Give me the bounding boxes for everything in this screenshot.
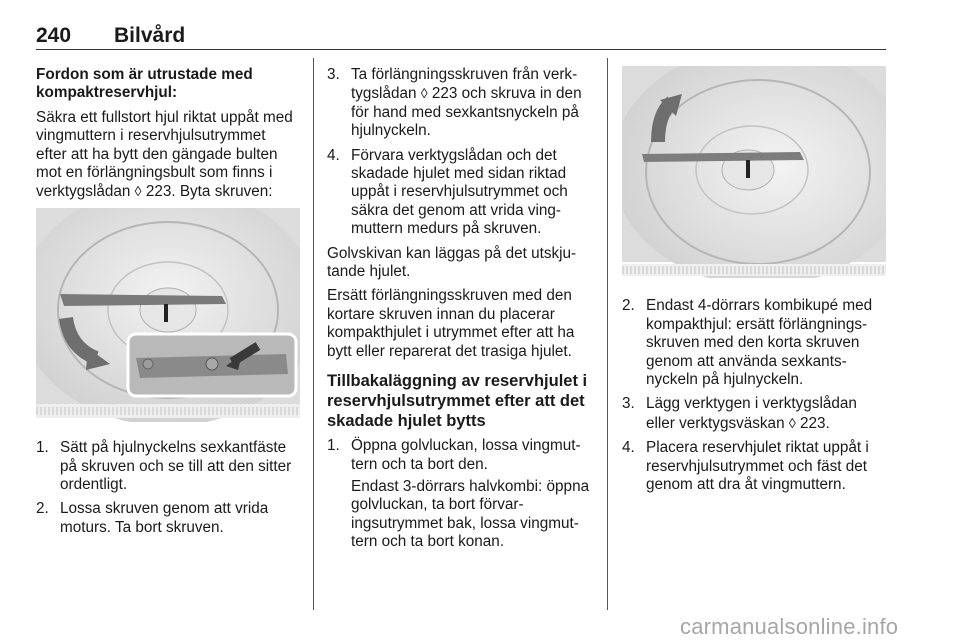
figure-install-bolt: [622, 66, 886, 283]
list-item: 1. Sätt på hjulnyckelns sexkantfäste på skruven och se till att den sitter ordentligt.: [36, 439, 292, 494]
cross-reference-icon: ◊: [134, 183, 142, 200]
page-header: [36, 22, 886, 52]
floor-panel-note: Golvskivan kan läggas på det utskju- tande hjulet.: [327, 244, 577, 281]
replace-bolt-note: Ersätt förlängningsskruven med den kortare skruven innan du placerar kompakthjulet i utrymmet efter att ha bytt eller reparerat det trasiga hjulet.: [327, 287, 575, 360]
column-2: [327, 66, 593, 558]
cross-reference-icon: ◊: [420, 85, 428, 102]
list-item: 4. Förvara verktygslådan och det skadade hjulet med sidan riktad uppåt i reservhjulsutrymmet och säkra det genom att vrida ving- muttern medurs på skruven.: [327, 146, 568, 238]
section-heading: Tillbakaläggning av reservhjulet i reservhjulsutrymmet efter att det skadade hjulet bytts: [327, 372, 588, 431]
cross-reference-icon: ◊: [788, 414, 796, 431]
illustration-spare-wheel-bolt: [36, 208, 300, 422]
header-rule: [36, 49, 886, 50]
section-title: Bilvård: [114, 24, 186, 47]
compact-spare-heading: Fordon som är utrustade med kompaktreservhjul:: [36, 66, 253, 102]
steps-list-1: [36, 439, 300, 537]
page-number: 240: [36, 24, 72, 47]
list-item: 1. Öppna golvluckan, lossa vingmut- tern och ta bort den. Endast 3-dörrars halvkombi: öppna golvluckan, ta bort förvar- ingsutrymmet bak, lossa vingmut- tern och ta bort konan.: [327, 437, 593, 551]
column-divider-2: [607, 58, 608, 610]
list-item: 3. Lägg verktygen i verktygslådan eller verktygsväskan ◊ 223.: [622, 395, 857, 432]
list-item: 2. Lossa skruven genom att vrida moturs. Ta bort skruven.: [36, 500, 269, 536]
list-item: 4. Placera reservhjulet riktat uppåt i reservhjulsutrymmet och fäst det genom att dra åt vingmuttern.: [622, 439, 869, 494]
steps-list-3: [327, 437, 593, 551]
footer-watermark: carmanualsonline.info: [680, 614, 899, 639]
column-3: [622, 66, 886, 500]
list-item: 3. Ta förlängningsskruven från verk- tygslådan ◊ 223 och skruva in den för hand med sexkantsnyckeln på hjulnyckeln.: [327, 66, 582, 140]
column-divider-1: [313, 58, 314, 610]
illustration-spare-wheel-bolt: [622, 66, 886, 278]
steps-list-2: [327, 66, 593, 239]
steps-list-4: [622, 297, 886, 494]
list-item: 2. Endast 4-dörrars kombikupé med kompakthjul: ersätt förlängnings- skruven med den korta skruven genom att använda sexkants- nyckeln på hjulnyckeln.: [622, 297, 873, 389]
column-1: [36, 66, 300, 543]
intro-paragraph: Säkra ett fullstort hjul riktat uppåt med vingmuttern i reservhjulsutrymmet efter att ha bytt den gängade bulten mot en förlängningsbult som finns i verktygslådan ◊ 223. Byta skruven:: [36, 108, 293, 201]
figure-remove-bolt: [36, 208, 300, 427]
list-item-extra: Endast 3-dörrars halvkombi: öppna golvluckan, ta bort förvar- ingsutrymmet bak, lossa vingmut- tern och ta bort konan.: [351, 477, 590, 551]
